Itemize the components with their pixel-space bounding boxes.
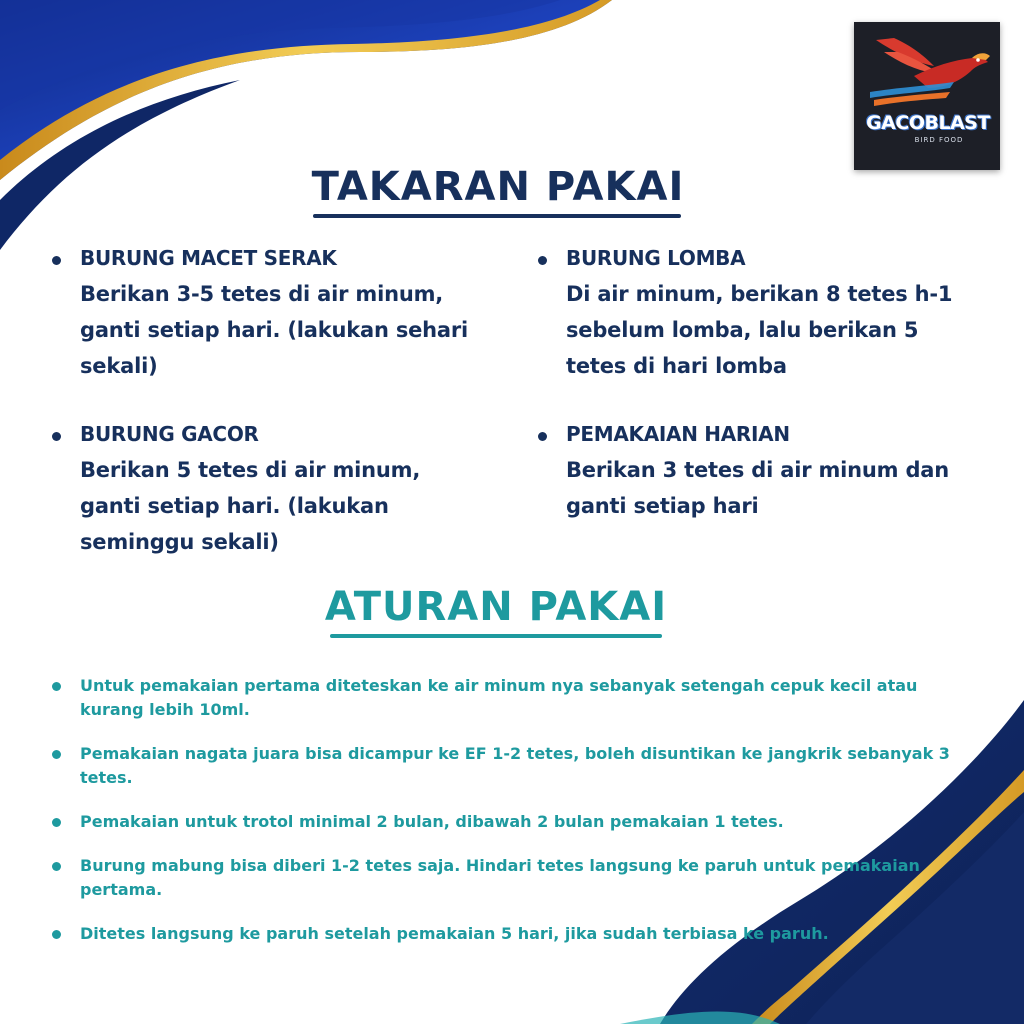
- takaran-item-heading: BURUNG GACOR: [80, 422, 259, 446]
- bullet-icon: [52, 862, 61, 871]
- takaran-item-heading: PEMAKAIAN HARIAN: [566, 422, 790, 446]
- aturan-item-text: Burung mabung bisa diberi 1-2 tetes saja. Hindari tetes langsung ke paruh untuk pemakaian pertama.: [80, 856, 920, 899]
- takaran-item-body: Berikan 3 tetes di air minum dan ganti setiap hari: [566, 458, 950, 518]
- aturan-item: [52, 810, 972, 834]
- bullet-icon: [538, 432, 547, 441]
- bullet-icon: [52, 750, 61, 759]
- aturan-list: [52, 674, 972, 966]
- aturan-item: [52, 922, 972, 946]
- aturan-title-underline: [330, 634, 662, 638]
- brand-name: GACOBLAST: [866, 112, 990, 134]
- aturan-item-text: Ditetes langsung ke paruh setelah pemakaian 5 hari, jika sudah terbiasa ke paruh.: [80, 924, 829, 943]
- bullet-icon: [52, 256, 61, 265]
- aturan-title: ATURAN PAKAI: [324, 584, 668, 630]
- takaran-item-heading: BURUNG LOMBA: [566, 246, 746, 270]
- aturan-item-text: Untuk pemakaian pertama diteteskan ke air minum nya sebanyak setengah cepuk kecil atau kurang lebih 10ml.: [80, 676, 918, 719]
- takaran-item-body: Berikan 5 tetes di air minum, ganti setiap hari. (lakukan seminggu sekali): [80, 458, 421, 554]
- takaran-item-heading: BURUNG MACET SERAK: [80, 246, 337, 270]
- aturan-item: [52, 674, 972, 722]
- bullet-icon: [52, 818, 61, 827]
- bird-logo-icon: [854, 22, 1000, 170]
- aturan-item: [52, 742, 972, 790]
- bullet-icon: [52, 432, 61, 441]
- brand-logo: [854, 22, 1000, 170]
- bullet-icon: [52, 930, 61, 939]
- takaran-item-body: Di air minum, berikan 8 tetes h-1 sebelum lomba, lalu berikan 5 tetes di hari lomba: [566, 282, 953, 378]
- aturan-item-text: Pemakaian untuk trotol minimal 2 bulan, dibawah 2 bulan pemakaian 1 tetes.: [80, 812, 784, 831]
- takaran-title-underline: [313, 214, 681, 218]
- bullet-icon: [538, 256, 547, 265]
- takaran-item-body: Berikan 3-5 tetes di air minum, ganti setiap hari. (lakukan sehari sekali): [80, 282, 469, 378]
- aturan-item-text: Pemakaian nagata juara bisa dicampur ke EF 1-2 tetes, boleh disuntikan ke jangkrik sebanyak 3 tetes.: [80, 744, 950, 787]
- takaran-title: TAKARAN PAKAI: [311, 164, 685, 210]
- brand-tagline: BIRD FOOD: [914, 136, 964, 144]
- bullet-icon: [52, 682, 61, 691]
- aturan-item: [52, 854, 972, 902]
